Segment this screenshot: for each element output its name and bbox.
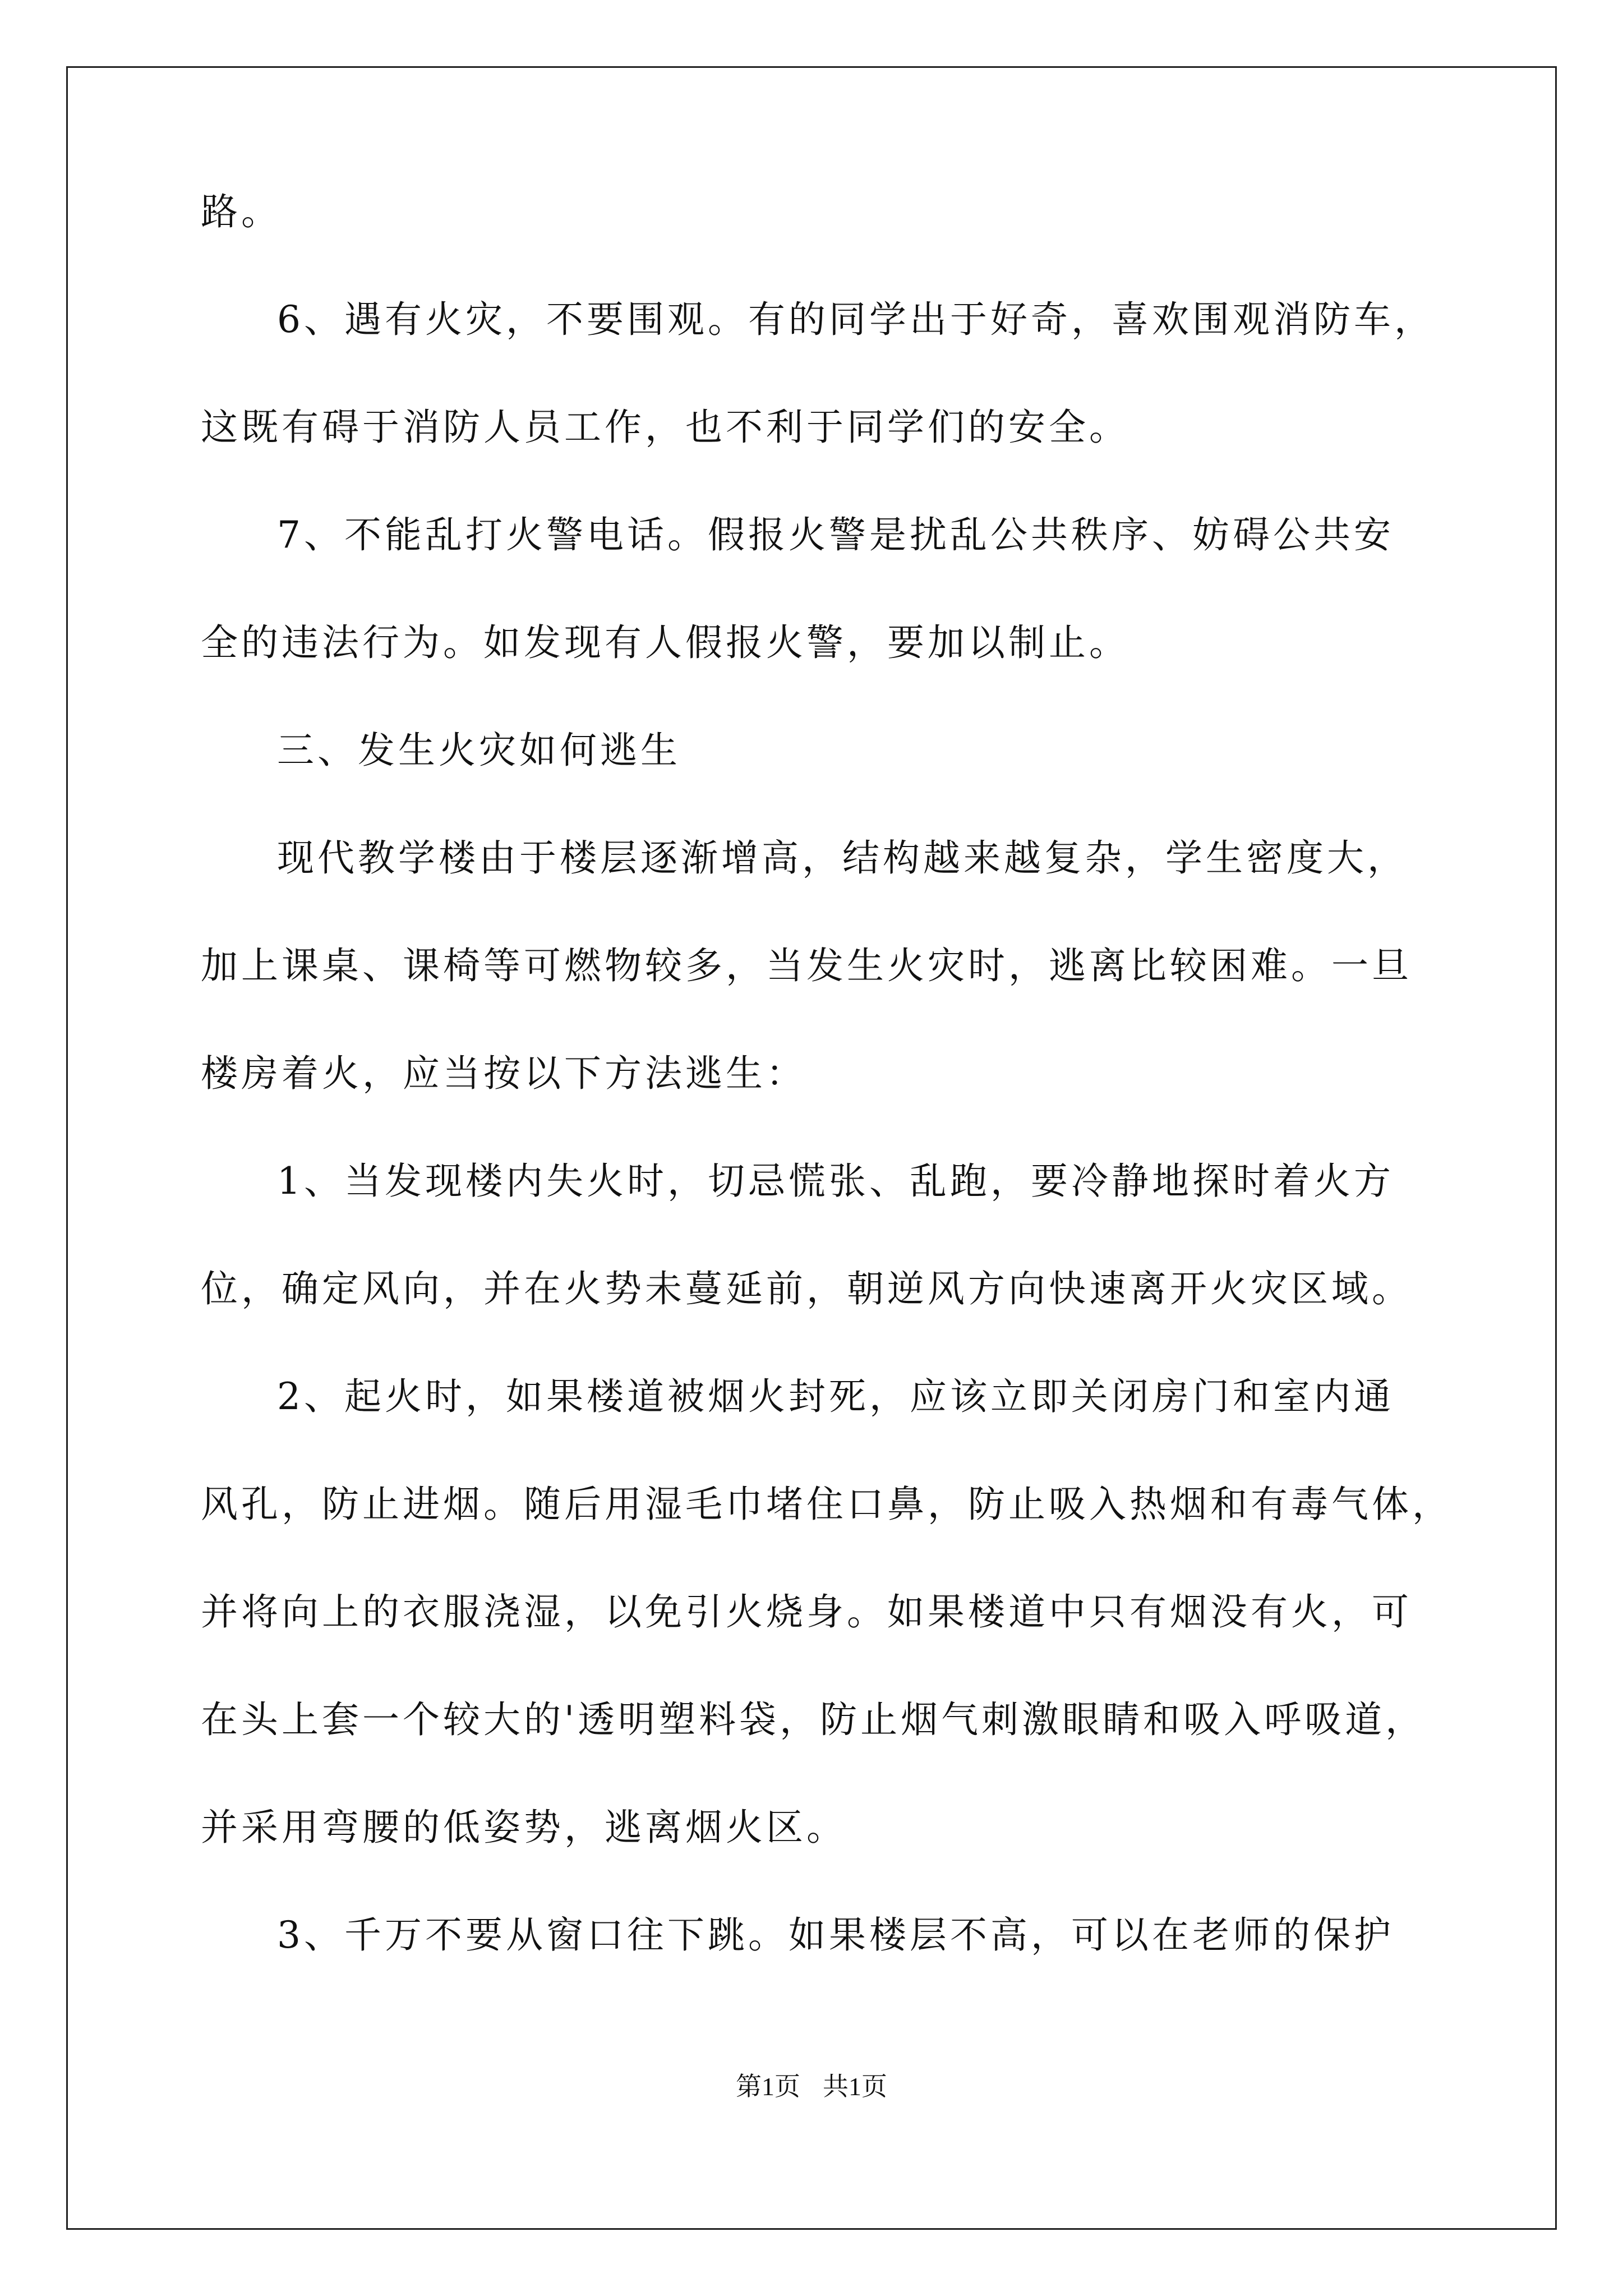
text-line-3: 这既有碍于消防人员工作，也不利于同学们的安全。 — [201, 406, 1129, 449]
page-number: 第1页 — [736, 2072, 800, 2101]
text-line-16: 并采用弯腰的低姿势，逃离烟火区。 — [201, 1806, 847, 1849]
page-total: 共1页 — [823, 2072, 887, 2101]
text-line-1: 路。 — [201, 190, 282, 233]
text-line-14: 并将向上的衣服浇湿，以免引火烧身。如果楼道中只有烟没有火，可 — [201, 1590, 1412, 1634]
text-line-13: 风孔，防止进烟。随后用湿毛巾堵住口鼻，防止吸入热烟和有毒气体， — [201, 1483, 1453, 1526]
text-line-12: 2、起火时，如果楼道被烟火封死，应该立即关闭房门和室内通 — [277, 1375, 1394, 1418]
text-line-9: 楼房着火，应当按以下方法逃生： — [201, 1052, 806, 1095]
text-line-10: 1、当发现楼内失火时，切忌慌张、乱跑，要冷静地探时着火方 — [277, 1159, 1394, 1203]
text-line-8: 加上课桌、课椅等可燃物较多，当发生火灾时，逃离比较困难。一旦 — [201, 944, 1412, 987]
text-line-7: 现代教学楼由于楼层逐渐增高，结构越来越复杂，学生密度大， — [277, 836, 1408, 880]
text-line-4: 7、不能乱打火警电话。假报火警是扰乱公共秩序、妨碍公共安 — [277, 513, 1394, 556]
document-body — [201, 185, 1453, 2016]
text-line-2: 6、遇有火灾，不要围观。有的同学出于好奇，喜欢围观消防车， — [277, 298, 1435, 341]
section-heading: 三、发生火灾如何逃生 — [277, 729, 681, 772]
page-footer — [0, 2070, 1623, 2104]
text-line-17: 3、千万不要从窗口往下跳。如果楼层不高，可以在老师的保护 — [277, 1913, 1394, 1957]
text-line-5: 全的违法行为。如发现有人假报火警，要加以制止。 — [201, 621, 1129, 664]
text-line-15: 在头上套一个较大的'透明塑料袋，防止烟气刺激眼睛和吸入呼吸道， — [201, 1698, 1426, 1741]
text-line-11: 位，确定风向，并在火势未蔓延前，朝逆风方向快速离开火灾区域。 — [201, 1267, 1412, 1310]
